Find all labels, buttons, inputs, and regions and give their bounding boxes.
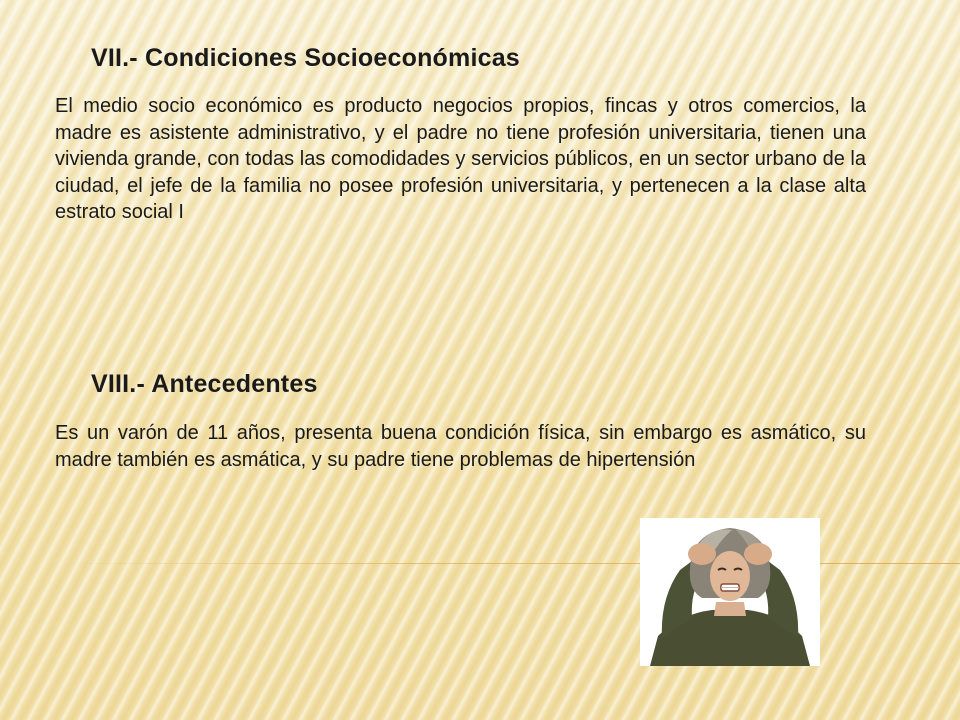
section-body-antecedentes: Es un varón de 11 años, presenta buena condición física, sin embargo es asmático, su madre también es asmática, y su padre tiene problemas de hipertensión [55, 422, 866, 471]
section-title-antecedentes: VIII.- Antecedentes [91, 370, 318, 398]
stressed-woman-photo [640, 518, 820, 666]
stressed-woman-illustration [640, 518, 820, 666]
section-body-condiciones: El medio socio económico es producto negocios propios, fincas y otros comercios, la madre es asistente administrativo, y el padre no tiene profesión universitaria, tienen una vivienda grande, con todas las comodidades y servicios públicos, en un sector urbano de la ciudad, el jefe de la familia no posee profesión universitaria, y pertenecen a la clase alta estrato social I [55, 95, 866, 223]
section-title-condiciones: VII.- Condiciones Socioeconómicas [91, 44, 520, 72]
decorative-rule [55, 563, 960, 564]
